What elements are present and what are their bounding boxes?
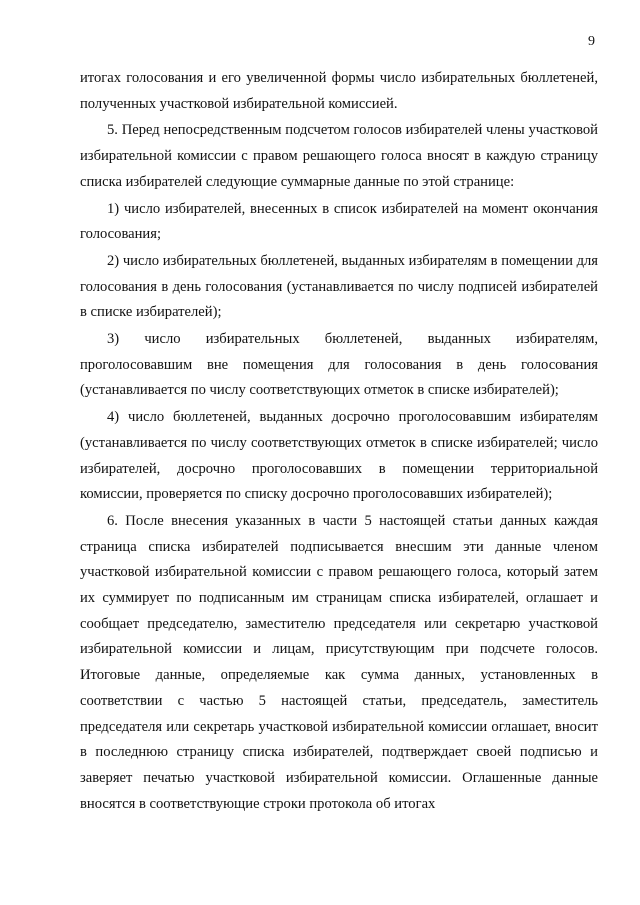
paragraph-subitem-4: 4) число бюллетеней, выданных досрочно проголосовавшим избирателям (устанавливается по числу соответствующих отметок в списке избирателей; число избирателей, досрочно проголосовавших в помещении территориальной комиссии, проверяется по списку досрочно проголосовавших избирателей);: [80, 409, 598, 503]
paragraph-continuation: итогах голосования и его увеличенной формы число избирательных бюллетеней, полученных участковой избирательной комиссией.: [80, 70, 598, 112]
paragraph-subitem-2: 2) число избирательных бюллетеней, выданных избирателям в помещении для голосования в день голосования (устанавливается по числу подписей избирателей в списке избирателей);: [80, 252, 598, 321]
paragraph-item-5: 5. Перед непосредственным подсчетом голосов избирателей члены участковой избирательной комиссии с правом решающего голоса вносят в каждую страницу списка избирателей следующие суммарные данные по этой странице:: [80, 122, 598, 190]
paragraph-item-6: 6. После внесения указанных в части 5 настоящей статьи данных каждая страница списка избирателей подписывается внесшим эти данные членом участковой избирательной комиссии с правом решающего голоса, который затем их суммирует по подписанным им страницам списка избирателей, оглашает и сообщает председателю, заместителю председателя или секретарю участковой избирательной комиссии и лицам, присутствующим при подсчете голосов. Итоговые данные, определяемые как сумма данных, установленных в соответствии с частью 5 настоящей статьи, председатель, заместитель председателя или секретарь участковой избирательной комиссии оглашает, вносит в последнюю страницу списка избирателей, подтверждает своей подписью и заверяет печатью участковой избирательной комиссии. Оглашенные данные вносятся в соответствующие строки протокола об итогах: [80, 512, 598, 812]
paragraph-subitem-3: 3) число избирательных бюллетеней, выданных избирателям, проголосовавшим вне помещения для голосования в день голосования (устанавливается по числу соответствующих отметок в списке избирателей);: [80, 331, 598, 399]
page-number: 9: [588, 34, 595, 49]
document-body: [80, 66, 598, 817]
paragraph-subitem-1: 1) число избирателей, внесенных в список избирателей на момент окончания голосования;: [80, 200, 598, 243]
